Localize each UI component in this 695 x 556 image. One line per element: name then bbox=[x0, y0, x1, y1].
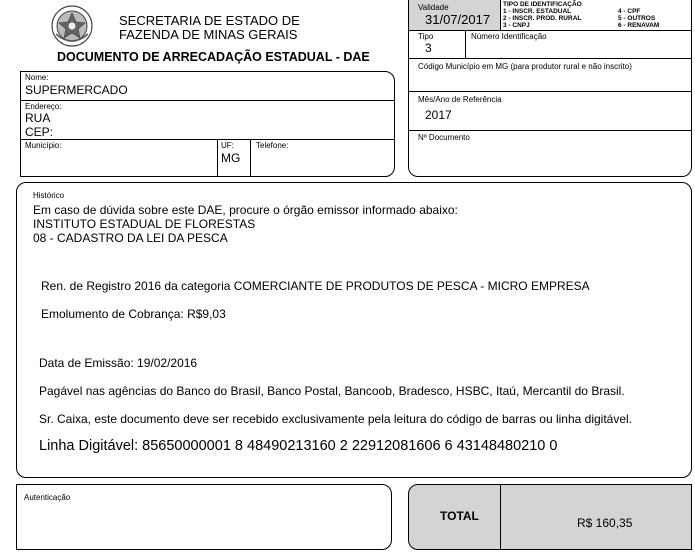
tipo-value: 3 bbox=[425, 41, 432, 55]
nome-label: Nome: bbox=[25, 73, 49, 82]
header-secretaria: SECRETARIA DE ESTADO DE bbox=[119, 13, 300, 28]
endereco-label: Endereço: bbox=[25, 102, 62, 111]
autenticacao-label: Autenticação bbox=[24, 493, 71, 502]
document-title: DOCUMENTO DE ARRECADAÇÃO ESTADUAL - DAE bbox=[57, 50, 370, 64]
mes-ano-value: 2017 bbox=[425, 108, 452, 122]
tipo-id-option-3: 3 - CNPJ bbox=[503, 22, 530, 29]
registro-text: Ren. de Registro 2016 da categoria COMERCIANTE DE PRODUTOS DE PESCA - MICRO EMPRESA bbox=[41, 279, 590, 293]
emolumento-text: Emolumento de Cobrança: R$9,03 bbox=[41, 307, 226, 321]
numero-documento-label: Nº Documento bbox=[418, 133, 470, 142]
historico-orgao-emissor: INSTITUTO ESTADUAL DE FLORESTAS bbox=[33, 217, 256, 231]
historico-duvida-text: Em caso de dúvida sobre este DAE, procure o órgão emissor informado abaixo: bbox=[33, 203, 458, 217]
cep-label: CEP: bbox=[25, 125, 54, 139]
tipo-label: Tipo bbox=[418, 32, 434, 41]
tipo-id-option-5: 5 - OUTROS bbox=[618, 15, 656, 22]
total-value: R$ 160,35 bbox=[577, 516, 633, 530]
total-label: TOTAL bbox=[440, 509, 479, 523]
validade-value: 31/07/2017 bbox=[425, 12, 491, 27]
codigo-municipio-label: Código Município em MG (para produtor rural e não inscrito) bbox=[418, 62, 632, 71]
header-fazenda: FAZENDA DE MINAS GERAIS bbox=[119, 27, 298, 42]
endereco-value: RUA bbox=[25, 111, 51, 125]
nome-value: SUPERMERCADO bbox=[25, 83, 128, 97]
uf-label: UF: bbox=[221, 141, 234, 150]
tipo-identificacao-title: TIPO DE IDENTIFICAÇÃO bbox=[503, 1, 582, 8]
numero-identificacao-label: Número Identificação bbox=[471, 32, 547, 41]
data-emissao-text: Data de Emissão: 19/02/2016 bbox=[39, 356, 198, 370]
tipo-id-option-6: 6 - RENAVAM bbox=[618, 22, 660, 29]
sr-caixa-text: Sr. Caixa, este documento deve ser recebido exclusivamente pela leitura do código de barras ou linha digitável. bbox=[39, 412, 633, 426]
pagavel-text: Pagável nas agências do Banco do Brasil, Banco Postal, Bancoob, Bradesco, HSBC, Itaú, Mercantil do Brasil. bbox=[39, 384, 625, 398]
historico-cadastro: 08 - CADASTRO DA LEI DA PESCA bbox=[33, 231, 228, 245]
municipio-label: Município: bbox=[25, 141, 62, 150]
telefone-label: Telefone: bbox=[256, 141, 289, 150]
tipo-id-option-2: 2 - INSCR. PROD. RURAL bbox=[503, 15, 582, 22]
tipo-id-option-1: 1 - INSCR. ESTADUAL bbox=[503, 8, 572, 15]
linha-digitavel: Linha Digitável: 85650000001 8 48490213160 2 22912081606 6 43148480210 0 bbox=[39, 438, 558, 454]
validade-label: Validade bbox=[418, 3, 449, 12]
coat-of-arms-seal bbox=[50, 4, 94, 48]
tipo-id-option-4: 4 - CPF bbox=[618, 8, 641, 15]
mes-ano-label: Mês/Ano de Referência bbox=[418, 95, 502, 104]
uf-value: MG bbox=[221, 151, 241, 165]
autenticacao-box bbox=[16, 484, 392, 550]
historico-label: Histórico bbox=[33, 191, 65, 200]
